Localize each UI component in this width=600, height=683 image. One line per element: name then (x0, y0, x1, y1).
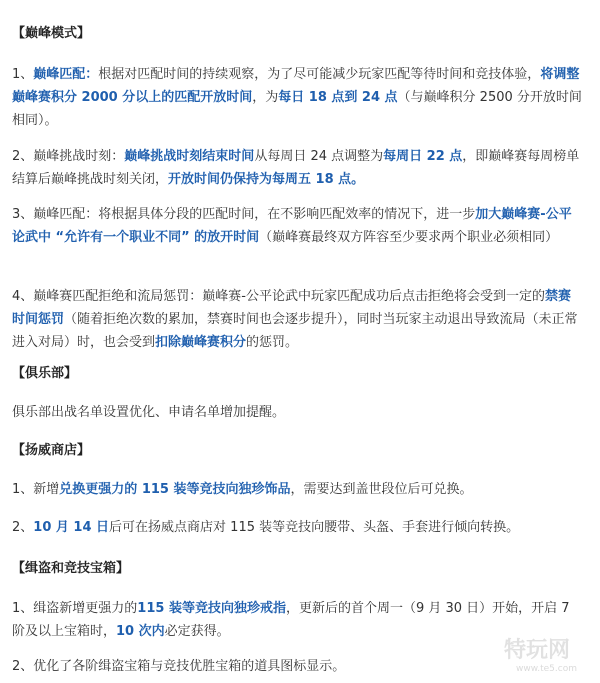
paragraph-peak-1 (12, 63, 582, 132)
list-number: 3、 (12, 207, 34, 222)
emphasis: 每日 18 点到 24 点 (278, 90, 398, 105)
emphasis: 巅峰挑战时刻结束时间 (124, 149, 255, 164)
text: 必定获得。 (164, 624, 230, 639)
watermark-brand: 特玩网 (504, 638, 571, 663)
emphasis: 巅峰匹配： (33, 67, 99, 82)
section-heading-club: 【俱乐部】 (12, 366, 78, 381)
text: 缉盗新增更强力的 (33, 601, 138, 616)
text: 后可在扬威点商店对 115 装等竞技向腰带、头盔、手套进行倾向转换。 (109, 520, 520, 535)
paragraph-shop-1 (12, 478, 582, 501)
text: ，为 (252, 90, 279, 105)
emphasis: 将调整巅峰赛积分 2000 分以上的匹配开放时间 (12, 67, 580, 105)
paragraph-club-1: 俱乐部出战名单设置优化、申请名单增加提醒。 (12, 405, 286, 420)
text: ，同时当玩家主动退出导致流局（未正常进入对局）时，也会受到 (12, 312, 578, 350)
list-number: 2、 (12, 520, 34, 535)
text: 巅峰赛匹配拒绝和流局惩罚：巅峰赛-公平论武中玩家匹配成功后点击拒绝将会受到一定的 (33, 289, 545, 304)
paragraph-shop-2 (12, 516, 582, 539)
emphasis: 115 装等竞技向独珍戒指 (137, 601, 286, 616)
list-number: 4、 (12, 289, 34, 304)
text: ，即巅峰赛每周榜单结算后巅峰挑战时刻关闭， (12, 149, 580, 187)
section-heading-chest: 【缉盗和竞技宝箱】 (12, 561, 130, 576)
emphasis: 兑换更强力的 115 装等竞技向独珍饰品 (59, 482, 291, 497)
list-number: 1、 (12, 601, 34, 616)
emphasis: 扣除巅峰赛积分 (155, 335, 247, 350)
paragraph-peak-4 (12, 285, 582, 354)
paragraph-peak-3 (12, 203, 582, 249)
text: ，更新后的首个周一（9 月 30 日）开始，开启 7 阶及以上宝箱时， (12, 601, 570, 639)
text: （随着拒绝次数的累加，禁赛时间也会逐步提升） (64, 312, 344, 327)
text: 从每周日 24 点调整为 (254, 149, 384, 164)
watermark-logo (502, 631, 590, 675)
text: 根据对匹配时间的持续观察，为了尽可能减少玩家匹配等待时间和竞技体验， (98, 67, 541, 82)
emphasis: 每周日 22 点 (383, 149, 463, 164)
text: （巅峰赛最终双方阵容至少要求两个职业必须相同） (259, 230, 559, 245)
section-heading-peak-mode: 【巅峰模式】 (12, 26, 91, 41)
paragraph-chest-2: 2、优化了各阶缉盗宝箱与竞技优胜宝箱的道具图标显示。 (12, 659, 346, 674)
text: 新增 (33, 482, 60, 497)
text: ，需要达到盖世段位后可兑换。 (290, 482, 473, 497)
paragraph-peak-2 (12, 145, 582, 191)
emphasis: 禁赛时间惩罚 (12, 289, 571, 327)
emphasis: 开放时间仍保持为每周五 18 点。 (168, 172, 365, 187)
emphasis: 10 月 14 日 (33, 520, 110, 535)
text: 巅峰匹配：将根据具体分段的匹配时间，在不影响匹配效率的情况下，进一步 (33, 207, 476, 222)
list-number: 1、 (12, 482, 34, 497)
watermark-url: www.te5.com (516, 664, 577, 674)
paragraph-chest-1 (12, 597, 582, 643)
emphasis: 加大巅峰赛-公平论武中 “允许有一个职业不同” 的放开时间 (12, 207, 572, 245)
text: （与巅峰积分 2500 分开放时间相同）。 (12, 90, 582, 128)
text: 的惩罚。 (246, 335, 299, 350)
emphasis: 10 次内 (116, 624, 165, 639)
list-number: 1、 (12, 67, 34, 82)
section-heading-shop: 【扬威商店】 (12, 443, 91, 458)
text: 巅峰挑战时刻： (33, 149, 125, 164)
list-number: 2、 (12, 149, 34, 164)
